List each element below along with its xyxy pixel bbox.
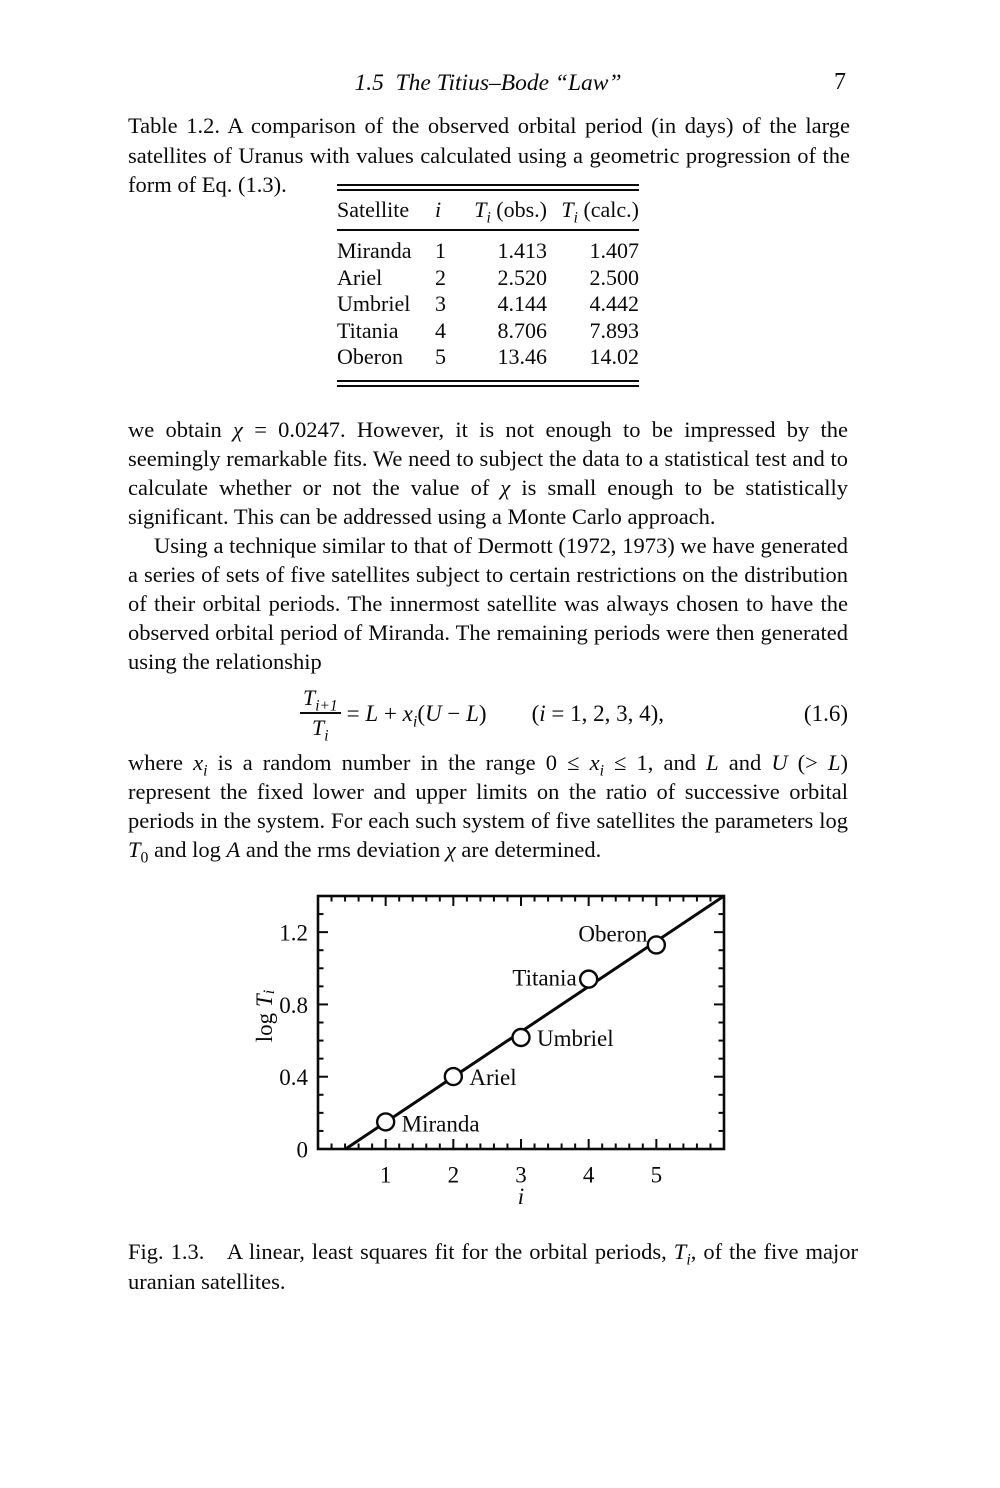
column-header-satellite: Satellite — [337, 191, 435, 230]
period-calculated: 4.442 — [589, 291, 639, 316]
satellite-table-section — [128, 184, 848, 387]
point-label-umbriel: Umbriel — [537, 1025, 614, 1051]
period-observed: 13.46 — [497, 344, 547, 369]
period-calculated: 2.500 — [589, 264, 639, 290]
table-row — [337, 318, 639, 345]
body-text — [128, 415, 848, 867]
table-caption: Table 1.2. A comparison of the observed orbital period (in days) of the large satellites of Uranus with values calculated using a geometric progression of the form of Eq. (1.3). — [128, 113, 850, 197]
fraction-denominator: $T_i$ — [312, 715, 329, 745]
x-tick-label: 4 — [582, 1162, 595, 1188]
period-calculated: 1.407 — [589, 238, 639, 263]
figure-caption: Fig. 1.3. A linear, least squares fit for the orbital periods, $T_i$, of the five major uranian satellites. — [128, 1239, 858, 1294]
x-tick-label: 3 — [515, 1162, 527, 1188]
period-observed: 2.520 — [497, 264, 547, 290]
table-row — [337, 265, 639, 292]
y-tick-label: 1.2 — [279, 920, 308, 946]
satellite-index: 3 — [435, 291, 446, 316]
figure-plot — [235, 883, 755, 1223]
column-header-period-calculated: $T_i$ (calc.) — [547, 191, 639, 230]
point-titania — [580, 971, 597, 988]
paragraph-chi-result: we obtain χ = 0.0247. However, it is not enough to be impressed by the seemingly remarkable fits. We need to subject the data to a statistical test and to calculate whether or not the value of χ is small enough to be statistically significant. This can be addressed using a Monte Carlo approach. — [128, 417, 848, 529]
x-tick-label: 1 — [379, 1162, 392, 1188]
period-calculated: 14.02 — [589, 344, 639, 369]
equation-condition: (i = 1, 2, 3, 4), — [531, 700, 665, 726]
point-miranda — [377, 1113, 394, 1130]
plot-border — [318, 896, 724, 1149]
table-row — [337, 230, 639, 265]
period-calculated: 7.893 — [589, 317, 639, 343]
satellite-name: Umbriel — [337, 291, 411, 316]
point-label-ariel: Ariel — [469, 1065, 517, 1091]
satellite-name: Oberon — [337, 344, 403, 369]
page-number: 7 — [834, 69, 846, 95]
x-axis-label: i — [517, 1184, 525, 1209]
table-row — [337, 291, 639, 318]
figure-1-3 — [235, 883, 755, 1223]
satellite-name: Miranda — [337, 238, 412, 263]
satellite-table — [337, 191, 639, 380]
point-ariel — [445, 1068, 462, 1085]
fraction-bar — [300, 712, 341, 714]
satellite-index: 4 — [435, 317, 446, 343]
y-tick-label: 0 — [296, 1137, 308, 1163]
y-axis-label: $\log T_i$ — [251, 989, 278, 1043]
period-observed: 1.413 — [497, 238, 547, 263]
y-tick-label: 0.8 — [279, 992, 308, 1018]
satellite-index: 5 — [435, 344, 446, 369]
equation-number: (1.6) — [803, 700, 848, 726]
equation-rhs: = $L + x_i(U - L)$ — [346, 700, 487, 731]
column-header-period-observed: $T_i$ (obs.) — [467, 191, 547, 230]
page-title: 1.5 The Titius–Bode “Law” — [354, 70, 622, 96]
point-label-oberon: Oberon — [578, 921, 648, 947]
paragraph-monte-carlo: Using a technique similar to that of Dermott (1972, 1973) we have generated a series of sets of five satellites subject to certain restrictions on the distribution of their orbital periods. The innermost satellite was always chosen to have the observed orbital period of Miranda. The remaining periods were then generated using the relationship — [128, 533, 848, 674]
x-tick-label: 5 — [650, 1162, 663, 1188]
table-row — [337, 344, 639, 380]
running-head — [128, 70, 848, 102]
satellite-table-body — [337, 230, 639, 380]
satellite-index: 2 — [435, 264, 446, 290]
table-top-rule — [337, 184, 639, 191]
point-oberon — [648, 936, 665, 953]
satellite-name: Ariel — [337, 264, 383, 290]
table-header-row — [337, 191, 639, 230]
paragraph-random-range: where $x_i$ is a random number in the range $0 \le x_i \le 1$, and L and U (> L) represent the fixed lower and upper limits on the ratio of successive orbital periods in the system. For each such system of five satellites the parameters $\log T_0$ and log A and the rms deviation χ are determined. — [128, 750, 848, 867]
column-header-index: i — [435, 191, 467, 230]
x-tick-label: 2 — [447, 1162, 460, 1188]
equation-1-6 — [128, 685, 848, 745]
fraction-numerator: $T_{i+1}$ — [303, 685, 338, 715]
equation-fraction — [300, 685, 341, 745]
equation-lhs — [300, 685, 487, 745]
table-bottom-rule — [337, 380, 639, 387]
point-label-miranda: Miranda — [401, 1111, 480, 1137]
point-umbriel — [513, 1029, 530, 1046]
period-observed: 8.706 — [497, 317, 547, 343]
satellite-index: 1 — [435, 238, 446, 263]
y-tick-label: 0.4 — [279, 1065, 308, 1091]
period-observed: 4.144 — [497, 291, 547, 316]
satellite-name: Titania — [337, 317, 399, 343]
point-label-titania: Titania — [512, 965, 577, 991]
